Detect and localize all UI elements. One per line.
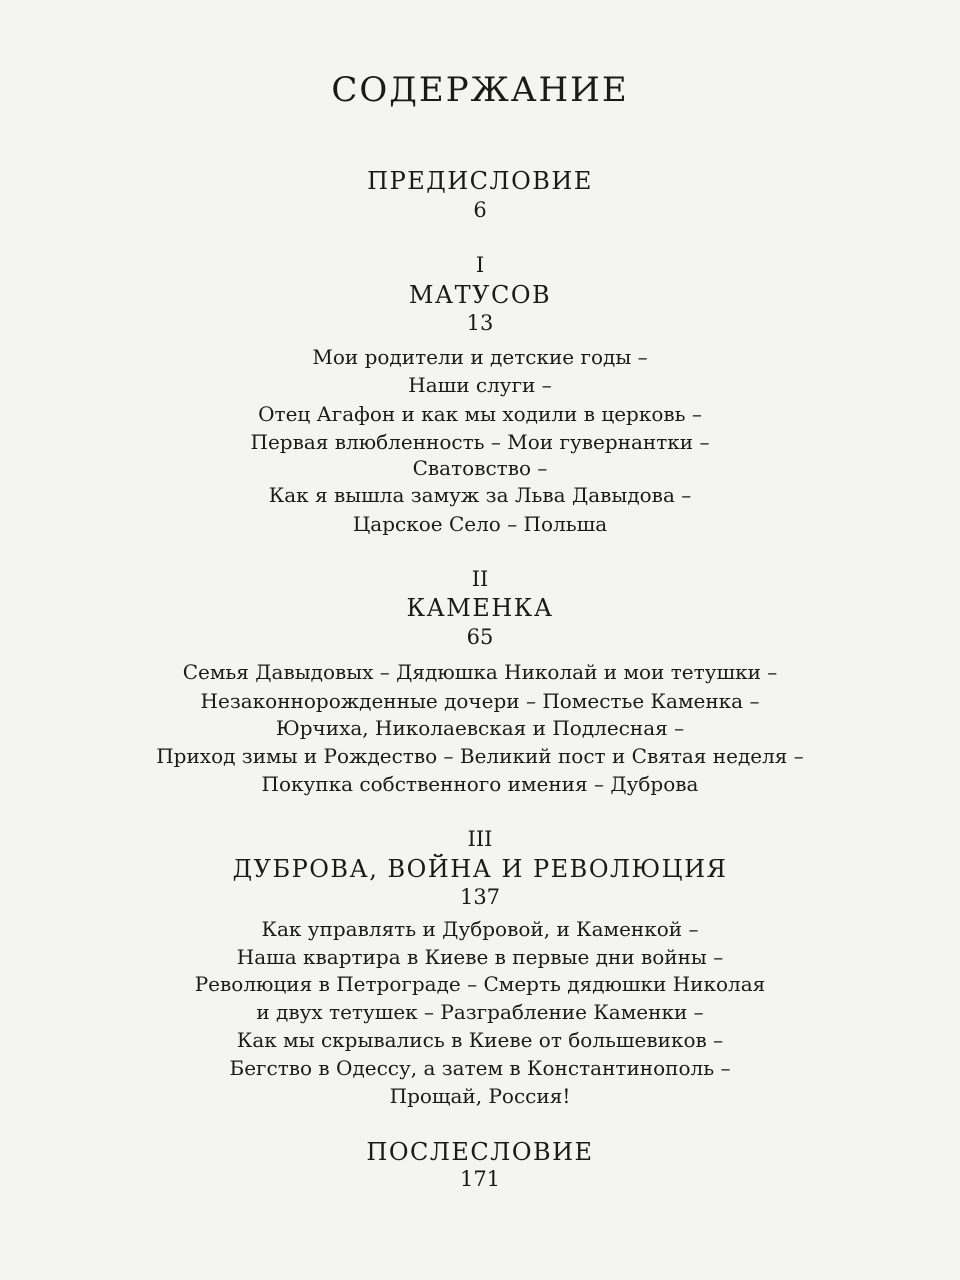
chapter-3-numeral: III [467, 827, 493, 851]
chapter-1-line: Сватовство – [412, 456, 548, 480]
chapter-1-line: Царское Село – Польша [352, 512, 608, 536]
chapter-3-line: Бегство в Одессу, а затем в Константинополь – [229, 1056, 731, 1080]
chapter-1-line: Как я вышла замуж за Льва Давыдова – [268, 483, 692, 507]
chapter-3-line: Как мы скрывались в Киеве от большевиков – [236, 1028, 724, 1052]
preface-page-number: 6 [473, 198, 487, 222]
chapter-1-line: Первая влюбленность – Мои гувернантки – [250, 430, 710, 454]
chapter-1-line: Мои родители и детские годы – [312, 345, 648, 369]
chapter-2-heading: КАМЕНКА [406, 594, 554, 622]
chapter-1-page-number: 13 [466, 311, 494, 335]
chapter-2-line: Приход зимы и Рождество – Великий пост и Святая неделя – [156, 744, 804, 768]
chapter-3-heading: ДУБРОВА, ВОЙНА И РЕВОЛЮЦИЯ [232, 855, 728, 883]
chapter-1-line: Отец Агафон и как мы ходили в церковь – [258, 402, 702, 426]
afterword-page-number: 171 [459, 1167, 501, 1191]
chapter-3-line: и двух тетушек – Разграбление Каменки – [256, 1000, 704, 1024]
afterword-heading: ПОСЛЕСЛОВИЕ [366, 1138, 594, 1166]
chapter-2-page-number: 65 [466, 625, 494, 649]
chapter-2-line: Юрчиха, Николаевская и Подлесная – [275, 716, 685, 740]
chapter-1-numeral: I [475, 253, 485, 277]
chapter-3-line: Наша квартира в Киеве в первые дни войны – [236, 945, 724, 969]
chapter-3-line: Революция в Петрограде – Смерть дядюшки Николая [194, 972, 766, 996]
preface-heading: ПРЕДИСЛОВИЕ [367, 167, 593, 195]
page-title: СОДЕРЖАНИЕ [331, 70, 629, 110]
chapter-2-numeral: II [471, 567, 489, 591]
chapter-2-line: Семья Давыдовых – Дядюшка Николай и мои тетушки – [182, 660, 778, 684]
chapter-3-line: Прощай, Россия! [389, 1084, 571, 1108]
chapter-2-line: Покупка собственного имения – Дуброва [261, 772, 699, 796]
chapter-1-line: Наши слуги – [408, 373, 552, 397]
chapter-2-line: Незаконнорожденные дочери – Поместье Каменка – [200, 689, 760, 713]
chapter-1-heading: МАТУСОВ [408, 281, 552, 309]
chapter-3-line: Как управлять и Дубровой, и Каменкой – [261, 917, 699, 941]
chapter-3-page-number: 137 [459, 885, 501, 909]
